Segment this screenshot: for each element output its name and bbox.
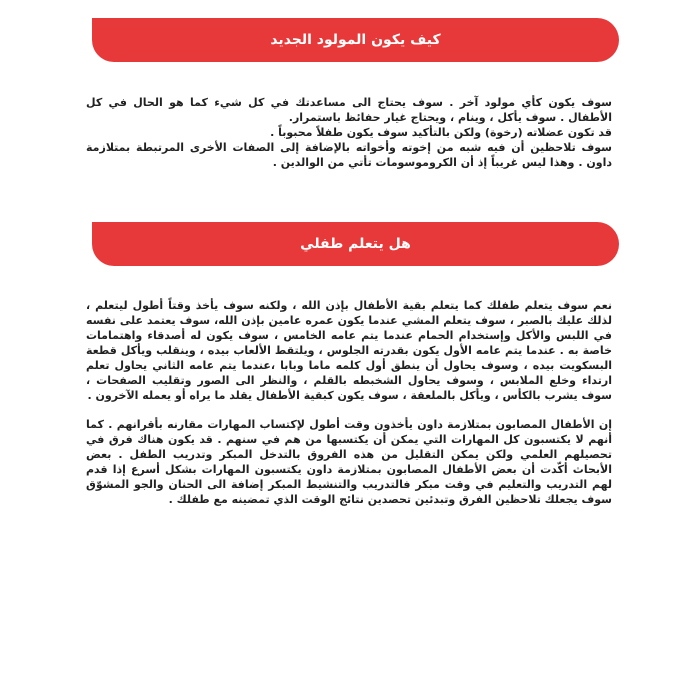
paragraph: سوف يكون كأي مولود آخر . سوف يحتاج الى مساعدتك في كل شيء كما هو الحال في كل الأطفال . سوف يأكل ، وينام ، ويحتاج غيار حفائظ باستمرار. xyxy=(86,96,612,124)
section-header-banner-learning xyxy=(92,222,619,266)
paragraph: قد تكون عضلاته (رخوة) ولكن بالتأكيد سوف يكون طفلاً محبوباً . xyxy=(270,126,612,139)
paragraph: سوف تلاحظين أن فيه شبه من إخوته وأخواته بالإضافة إلى الصفات الأخرى المرتبطة بمتلازمة داون . وهذا ليس غريباً إذ أن الكروموسومات تأتي من الوالدين . xyxy=(86,141,612,169)
section-header-banner-newborn xyxy=(92,18,619,62)
paragraph: نعم سوف يتعلم طفلك كما يتعلم بقية الأطفال بإذن الله ، ولكنه سوف يأخذ وقتاً أطول ليتعلم ، لذلك عليك بالصبر ، سوف يتعلم المشي عندما يكون عمره عامين بإذن الله، سوف يعتمد على نفسه في اللبس والأكل وإستخدام الحمام عندما يتم عامه الخامس ، سوف يكون له أصدقاء واهتمامات خاصة به . عندما يتم عامه الأول يكون بقدرته الجلوس ، ويلتقط الألعاب بيده ، وينقلب ويأكل قطعة البسكويت بيده ، وسوف يحاول أن ينطق أول كلمه ماما وبابا ،عندما يتم عامه الثاني يحاول تعلم ارتداء وخلع الملابس ، وسوف يحاول الشخبطه بالقلم ، والنظر الى الصور وتقليب الصفحات ، سوف يشرب بالكأس ، ويأكل بالملعقة ، سوف يكون كبقية الأطفال يقلد ما يراه أو يعمله الآخرون . xyxy=(86,299,612,402)
section-title-learning: هل يتعلم طفلي xyxy=(300,236,411,252)
section-body-newborn xyxy=(86,95,612,170)
section-body-learning xyxy=(86,298,612,507)
paragraph: إن الأطفال المصابون بمتلازمة داون يأخذون وقت أطول لإكتساب المهارات مقارنه بأقرانهم . كما أنهم لا يكتسبون كل المهارات التي يمكن أن يكتسبها من هم في سنهم . قد يكون هناك فرق في تحصيلهم العلمي ولكن يمكن التقليل من هذه الفروق بالتدخل المبكر وتدريب الطفل . بعض الأبحاث أكّدت أن بعض الأطفال المصابون بمتلازمة داون يكتسبون المهارات بشكل أسرع إذا قدم لهم التدريب والتعليم في وقت مبكر فالتدريب والتنشيط المبكر إضافة الى الحنان والجو المشوّق سوف يجعلك تلاحظين الفرق وتبدئين تحصدين نتائج الوقت الذي تمضينه مع طفلك . xyxy=(86,418,612,506)
section-title-newborn: كيف يكون المولود الجديد xyxy=(270,32,441,48)
